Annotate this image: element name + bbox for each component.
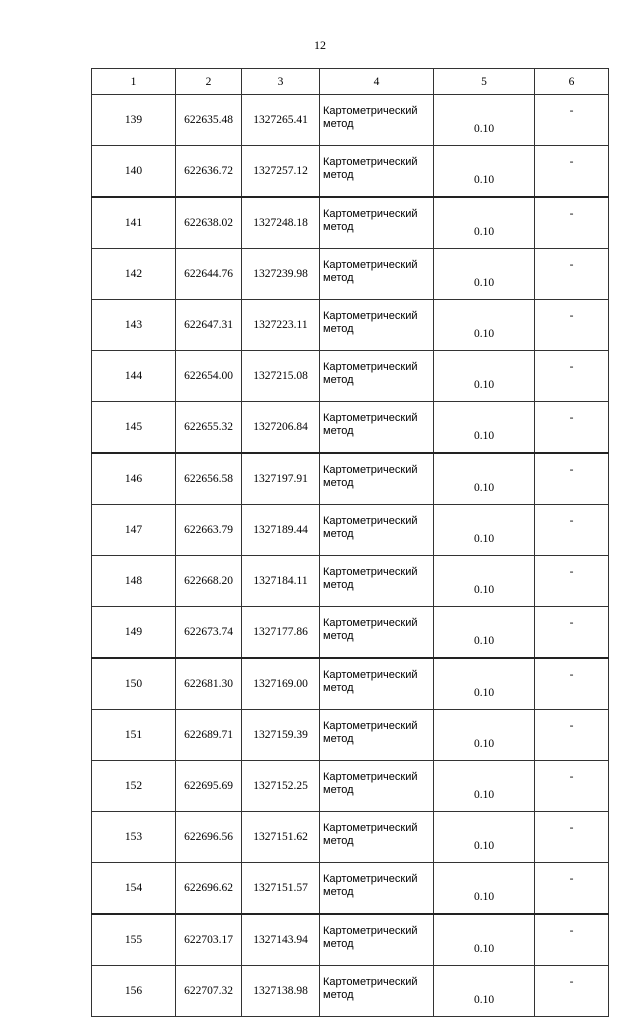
- table-row: [92, 812, 609, 863]
- note-cell: [535, 351, 609, 402]
- point-number-cell: 154: [92, 863, 176, 915]
- accuracy-cell: 0.10: [434, 863, 535, 915]
- point-number-cell: 139: [92, 95, 176, 146]
- y-coordinate-cell: 1327197.91: [242, 453, 320, 505]
- y-coordinate-cell: 1327215.08: [242, 351, 320, 402]
- x-coordinate-cell: 622673.74: [176, 607, 242, 659]
- note-cell: [535, 453, 609, 505]
- accuracy-cell: 0.10: [434, 453, 535, 505]
- note-value: -: [569, 156, 574, 168]
- point-number-cell: 144: [92, 351, 176, 402]
- x-coordinate-cell: 622638.02: [176, 197, 242, 249]
- point-number-cell: 145: [92, 402, 176, 454]
- point-number-cell: 146: [92, 453, 176, 505]
- column-header: 2: [176, 69, 242, 95]
- note-cell: [535, 300, 609, 351]
- method-cell: Картометрический метод: [320, 658, 434, 710]
- note-value: -: [569, 925, 574, 937]
- accuracy-cell: 0.10: [434, 402, 535, 454]
- x-coordinate-cell: 622656.58: [176, 453, 242, 505]
- coordinates-table: [91, 68, 609, 1017]
- note-cell: [535, 505, 609, 556]
- x-coordinate-cell: 622647.31: [176, 300, 242, 351]
- x-coordinate-cell: 622695.69: [176, 761, 242, 812]
- table-row: [92, 300, 609, 351]
- method-cell: Картометрический метод: [320, 197, 434, 249]
- table-row: [92, 863, 609, 915]
- note-value: -: [569, 361, 574, 373]
- x-coordinate-cell: 622689.71: [176, 710, 242, 761]
- method-cell: Картометрический метод: [320, 95, 434, 146]
- accuracy-cell: 0.10: [434, 249, 535, 300]
- accuracy-cell: 0.10: [434, 351, 535, 402]
- note-cell: [535, 914, 609, 966]
- note-cell: [535, 966, 609, 1017]
- method-cell: Картометрический метод: [320, 556, 434, 607]
- point-number-cell: 142: [92, 249, 176, 300]
- table-row: [92, 505, 609, 556]
- column-header: 5: [434, 69, 535, 95]
- column-header: 1: [92, 69, 176, 95]
- point-number-cell: 149: [92, 607, 176, 659]
- note-cell: [535, 249, 609, 300]
- table-row: [92, 146, 609, 198]
- method-cell: Картометрический метод: [320, 505, 434, 556]
- note-value: -: [569, 669, 574, 681]
- table-header-row: [92, 69, 609, 95]
- method-cell: Картометрический метод: [320, 914, 434, 966]
- accuracy-cell: 0.10: [434, 95, 535, 146]
- table-row: [92, 351, 609, 402]
- accuracy-cell: 0.10: [434, 812, 535, 863]
- point-number-cell: 147: [92, 505, 176, 556]
- y-coordinate-cell: 1327189.44: [242, 505, 320, 556]
- note-cell: [535, 146, 609, 198]
- method-cell: Картометрический метод: [320, 710, 434, 761]
- note-cell: [535, 95, 609, 146]
- point-number-cell: 148: [92, 556, 176, 607]
- x-coordinate-cell: 622707.32: [176, 966, 242, 1017]
- page-number: 12: [314, 38, 326, 52]
- x-coordinate-cell: 622635.48: [176, 95, 242, 146]
- x-coordinate-cell: 622663.79: [176, 505, 242, 556]
- method-cell: Картометрический метод: [320, 300, 434, 351]
- point-number-cell: 141: [92, 197, 176, 249]
- accuracy-cell: 0.10: [434, 914, 535, 966]
- accuracy-cell: 0.10: [434, 658, 535, 710]
- table-row: [92, 761, 609, 812]
- y-coordinate-cell: 1327169.00: [242, 658, 320, 710]
- accuracy-cell: 0.10: [434, 556, 535, 607]
- x-coordinate-cell: 622696.56: [176, 812, 242, 863]
- table-row: [92, 249, 609, 300]
- point-number-cell: 140: [92, 146, 176, 198]
- note-value: -: [569, 566, 574, 578]
- y-coordinate-cell: 1327223.11: [242, 300, 320, 351]
- note-cell: [535, 863, 609, 915]
- note-value: -: [569, 259, 574, 271]
- note-value: -: [569, 412, 574, 424]
- method-cell: Картометрический метод: [320, 249, 434, 300]
- table-row: [92, 914, 609, 966]
- note-cell: [535, 812, 609, 863]
- x-coordinate-cell: 622703.17: [176, 914, 242, 966]
- y-coordinate-cell: 1327151.62: [242, 812, 320, 863]
- note-cell: [535, 607, 609, 659]
- y-coordinate-cell: 1327151.57: [242, 863, 320, 915]
- point-number-cell: 156: [92, 966, 176, 1017]
- x-coordinate-cell: 622668.20: [176, 556, 242, 607]
- accuracy-cell: 0.10: [434, 505, 535, 556]
- table-row: [92, 402, 609, 454]
- note-value: -: [569, 105, 574, 117]
- table-body: [92, 95, 609, 1017]
- note-cell: [535, 402, 609, 454]
- accuracy-cell: 0.10: [434, 300, 535, 351]
- method-cell: Картометрический метод: [320, 761, 434, 812]
- note-value: -: [569, 720, 574, 732]
- y-coordinate-cell: 1327184.11: [242, 556, 320, 607]
- point-number-cell: 155: [92, 914, 176, 966]
- column-header: 4: [320, 69, 434, 95]
- note-cell: [535, 761, 609, 812]
- table-row: [92, 95, 609, 146]
- table-row: [92, 966, 609, 1017]
- note-cell: [535, 197, 609, 249]
- method-cell: Картометрический метод: [320, 146, 434, 198]
- table-row: [92, 607, 609, 659]
- table-row: [92, 556, 609, 607]
- note-value: -: [569, 208, 574, 220]
- note-cell: [535, 556, 609, 607]
- note-value: -: [569, 771, 574, 783]
- y-coordinate-cell: 1327248.18: [242, 197, 320, 249]
- point-number-cell: 143: [92, 300, 176, 351]
- accuracy-cell: 0.10: [434, 197, 535, 249]
- y-coordinate-cell: 1327239.98: [242, 249, 320, 300]
- note-value: -: [569, 310, 574, 322]
- point-number-cell: 151: [92, 710, 176, 761]
- accuracy-cell: 0.10: [434, 607, 535, 659]
- table-row: [92, 658, 609, 710]
- note-value: -: [569, 822, 574, 834]
- note-value: -: [569, 976, 574, 988]
- note-value: -: [569, 873, 574, 885]
- x-coordinate-cell: 622636.72: [176, 146, 242, 198]
- y-coordinate-cell: 1327159.39: [242, 710, 320, 761]
- column-header: 6: [535, 69, 609, 95]
- accuracy-cell: 0.10: [434, 710, 535, 761]
- y-coordinate-cell: 1327152.25: [242, 761, 320, 812]
- method-cell: Картометрический метод: [320, 402, 434, 454]
- method-cell: Картометрический метод: [320, 351, 434, 402]
- y-coordinate-cell: 1327257.12: [242, 146, 320, 198]
- x-coordinate-cell: 622654.00: [176, 351, 242, 402]
- y-coordinate-cell: 1327138.98: [242, 966, 320, 1017]
- method-cell: Картометрический метод: [320, 863, 434, 915]
- accuracy-cell: 0.10: [434, 761, 535, 812]
- accuracy-cell: 0.10: [434, 966, 535, 1017]
- x-coordinate-cell: 622696.62: [176, 863, 242, 915]
- column-header: 3: [242, 69, 320, 95]
- note-cell: [535, 710, 609, 761]
- note-cell: [535, 658, 609, 710]
- y-coordinate-cell: 1327206.84: [242, 402, 320, 454]
- x-coordinate-cell: 622644.76: [176, 249, 242, 300]
- method-cell: Картометрический метод: [320, 453, 434, 505]
- note-value: -: [569, 515, 574, 527]
- table-row: [92, 453, 609, 505]
- y-coordinate-cell: 1327265.41: [242, 95, 320, 146]
- point-number-cell: 152: [92, 761, 176, 812]
- note-value: -: [569, 617, 574, 629]
- method-cell: Картометрический метод: [320, 607, 434, 659]
- point-number-cell: 153: [92, 812, 176, 863]
- table-row: [92, 710, 609, 761]
- x-coordinate-cell: 622655.32: [176, 402, 242, 454]
- method-cell: Картометрический метод: [320, 812, 434, 863]
- x-coordinate-cell: 622681.30: [176, 658, 242, 710]
- y-coordinate-cell: 1327143.94: [242, 914, 320, 966]
- table-row: [92, 197, 609, 249]
- y-coordinate-cell: 1327177.86: [242, 607, 320, 659]
- point-number-cell: 150: [92, 658, 176, 710]
- accuracy-cell: 0.10: [434, 146, 535, 198]
- note-value: -: [569, 464, 574, 476]
- method-cell: Картометрический метод: [320, 966, 434, 1017]
